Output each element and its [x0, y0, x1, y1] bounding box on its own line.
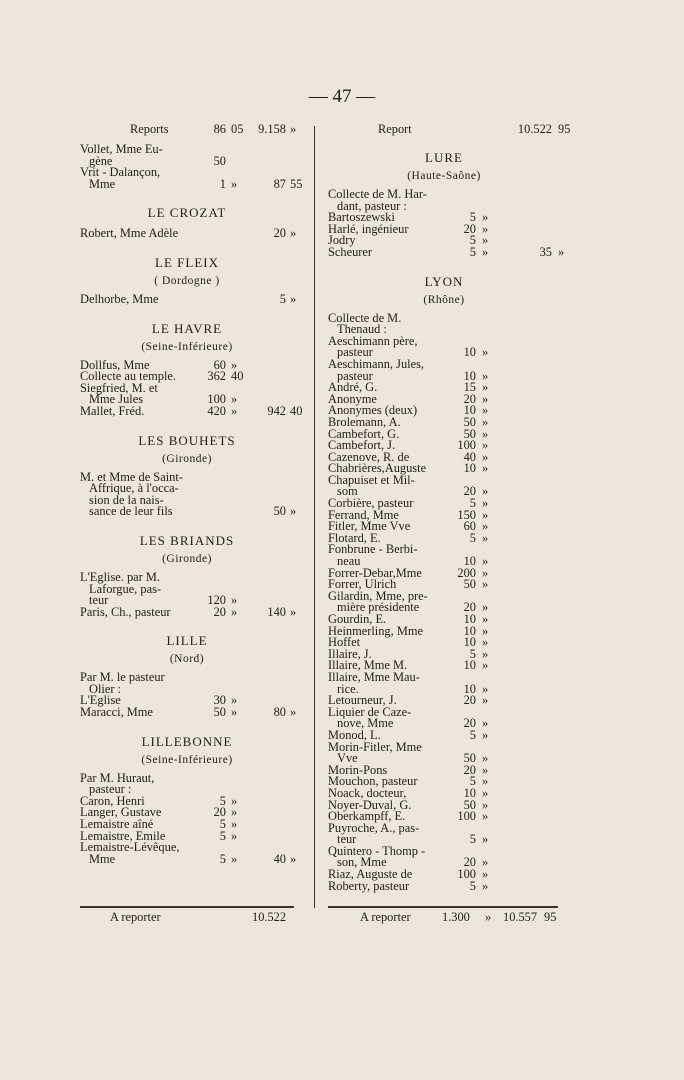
entry-amount-c1: » [482, 797, 489, 812]
entry-name: Collecte de M. [328, 310, 402, 325]
entry-name: Roberty, pasteur [328, 878, 410, 893]
entry-amount-a1: 120 [207, 593, 226, 608]
entry-amount-a1: 30 [213, 693, 226, 708]
entry-amount-c1: » [482, 449, 489, 464]
entry-amount-a1: 100 [457, 438, 476, 453]
section-subtitle: (Seine-Inférieure) [141, 753, 233, 766]
entry-name: Illaire, Mme M. [328, 658, 408, 673]
entry-amount-a1: 100 [457, 809, 476, 824]
entry-amount-c1: » [482, 210, 489, 225]
entry-amount-a1: 5 [469, 832, 476, 847]
entry-name: Noyer-Duval, G. [328, 797, 412, 812]
entry-amount-c1: » [482, 554, 489, 569]
entry-name: Aeschimann, Jules, [328, 356, 425, 371]
entry-name: son, Mme [337, 855, 387, 870]
entry-amount-a2: 5 [279, 291, 286, 306]
right-footer-total-cents: 95 [544, 910, 557, 924]
entry-amount-c1: » [482, 244, 489, 259]
entry-name: Noack, docteur, [328, 785, 407, 800]
entry-name: Lemaistre aîné [80, 817, 154, 832]
entry-amount-c1: » [482, 693, 489, 708]
entry-name: Illaire, J. [328, 646, 372, 661]
column-header-c2: » [290, 122, 297, 136]
entry-amount-a1: 5 [469, 774, 476, 789]
spacer [80, 190, 294, 199]
entry-line [80, 226, 297, 241]
entry-line [80, 504, 297, 519]
entry-name: gène [89, 153, 113, 168]
entry-amount-a2: 87 [273, 176, 286, 191]
entry-amount-c1: » [231, 805, 238, 820]
section-title: LES BRIANDS [139, 532, 235, 548]
entry-amount-a1: 20 [463, 693, 476, 708]
entry-amount-a1: 5 [219, 817, 226, 832]
entry-amount-c2: » [290, 851, 297, 866]
entry-amount-a1: 40 [463, 449, 476, 464]
entry-amount-a1: 10 [463, 785, 476, 800]
entry-line [328, 878, 560, 893]
entry-amount-c1: » [231, 817, 238, 832]
right-footer-total: 10.557 [503, 910, 538, 924]
entry-name: Chapuiset et Mil- [328, 472, 415, 487]
entry-name: Chabrières,Auguste [328, 461, 427, 476]
entry-amount-a1: 5 [219, 793, 226, 808]
entry-name: Cambefort, J. [328, 438, 396, 453]
spacer [328, 139, 560, 144]
entry-amount-a1: 20 [463, 762, 476, 777]
column-divider [314, 126, 315, 908]
entry-amount-a2: 20 [273, 226, 286, 241]
entry-amount-c1: » [482, 519, 489, 534]
entry-name: Monod, L. [328, 727, 381, 742]
entry-amount-a1: 15 [463, 380, 476, 395]
entry-amount-a2: 942 [267, 403, 286, 418]
entry-amount-c1: » [482, 809, 489, 824]
entry-name: Flotard, E. [328, 530, 381, 545]
entry-name: sion de la nais- [89, 492, 164, 507]
entry-amount-a1: 20 [463, 855, 476, 870]
entry-amount-a2: 50 [273, 504, 286, 519]
entry-name: Ferrand, Mme [328, 507, 399, 522]
right-footer-subtotal-cents: » [485, 910, 492, 924]
entry-amount-c1: » [231, 176, 238, 191]
entry-name: L'Eglise [80, 693, 121, 708]
column-header-label: Reports [130, 122, 169, 136]
entry-line [328, 472, 560, 487]
entry-name: dant, pasteur : [337, 198, 407, 213]
entry-line [328, 244, 565, 259]
entry-amount-c1: » [231, 604, 238, 619]
entry-name: Jodry [328, 233, 356, 248]
entry-name: Hoffet [328, 635, 361, 650]
entry-name: Oberkampff, E. [328, 809, 406, 824]
entry-amount-a1: 5 [219, 851, 226, 866]
section-title: LES BOUHETS [138, 432, 236, 448]
entry-line [328, 669, 560, 684]
entry-name: Par M. le pasteur [80, 670, 165, 685]
entry-amount-a1: 20 [213, 604, 226, 619]
entry-line [80, 705, 297, 720]
entry-name: Heinmerling, Mme [328, 623, 423, 638]
entry-amount-a1: 5 [469, 496, 476, 511]
entry-amount-c1: » [482, 530, 489, 545]
column-header-row [328, 119, 571, 139]
entry-line [328, 739, 560, 754]
right-column [328, 119, 571, 901]
entry-name: Illaire, Mme Mau- [328, 669, 420, 684]
spacer [80, 418, 294, 427]
entry-amount-c1: » [482, 867, 489, 882]
entry-line [328, 221, 560, 236]
entry-name: Gilardin, Mme, pre- [328, 588, 428, 603]
entry-name: Gourdin, E. [328, 612, 387, 626]
entry-name: Langer, Gustave [80, 805, 162, 820]
section-subtitle: (Nord) [169, 653, 205, 666]
entry-name: som [337, 484, 358, 499]
entry-amount-c1: » [482, 762, 489, 777]
entry-name: Dollfus, Mme [80, 357, 150, 372]
entry-name: teur [337, 832, 357, 847]
entry-name: mière présidente [337, 600, 420, 615]
entry-name: Mme Jules [89, 392, 144, 407]
entry-name: L'Eglise. par M. [80, 569, 161, 584]
entry-line [328, 820, 560, 835]
section-title: LE HAVRE [151, 320, 223, 336]
entry-amount-c1: » [482, 785, 489, 800]
entry-amount-c2: 40 [290, 403, 303, 418]
entry-amount-a1: 50 [463, 751, 476, 766]
entry-amount-a1: 50 [213, 153, 226, 168]
left-column [80, 119, 303, 874]
section-title: LE CROZAT [147, 205, 227, 221]
entry-amount-a1: 5 [469, 244, 476, 259]
entry-line [80, 291, 297, 306]
entry-name: Cambefort, G. [328, 426, 400, 441]
entry-name: Vrit - Dalançon, [80, 165, 161, 180]
entry-amount-c1: » [482, 507, 489, 522]
entry-amount-c1: » [482, 391, 489, 406]
left-footer-label: A reporter [110, 910, 161, 924]
entry-name: Cazenove, R. de [328, 449, 410, 464]
entry-amount-a2: 40 [273, 851, 286, 866]
entry-amount-c1: » [482, 426, 489, 441]
entry-amount-a2: 140 [267, 604, 286, 619]
section-subtitle: (Gironde) [162, 552, 212, 565]
entry-amount-a1: 10 [463, 612, 476, 626]
entry-name: Scheurer [328, 244, 373, 259]
entry-amount-a1: 10 [463, 554, 476, 569]
entry-amount-c1: » [231, 392, 238, 407]
section-subtitle: (Haute-Saône) [407, 170, 481, 182]
entry-line [80, 581, 294, 596]
entry-name: Riaz, Auguste de [328, 867, 413, 882]
entry-amount-c1: » [231, 705, 238, 720]
entry-name: pasteur [337, 368, 373, 383]
spacer [80, 865, 294, 874]
entry-name: Thenaud : [337, 322, 387, 337]
entry-amount-a1: 420 [207, 403, 226, 418]
entry-amount-a1: 1 [219, 176, 226, 191]
entry-name: sance de leur fils [89, 504, 173, 519]
spacer [80, 618, 294, 627]
right-total-rule [328, 906, 558, 908]
entry-amount-c2: » [290, 705, 297, 720]
entry-line [80, 403, 303, 418]
entry-amount-c1: » [482, 496, 489, 511]
entry-name: Lemaistre-Lévêque, [80, 840, 180, 855]
entry-amount-c2: » [558, 244, 565, 259]
column-header-a2: 10.522 [517, 122, 552, 136]
section-title: LYON [424, 273, 464, 289]
entry-amount-a1: 20 [463, 600, 476, 615]
column-header-c2: 95 [558, 122, 571, 136]
entry-line [80, 851, 297, 866]
right-footer-subtotal: 1.300 [442, 910, 470, 924]
entry-amount-a1: 20 [213, 805, 226, 820]
entry-name: teur [89, 593, 109, 608]
entry-amount-a1: 5 [219, 828, 226, 843]
entry-amount-a1: 5 [469, 727, 476, 742]
entry-line [328, 623, 560, 638]
entry-amount-c1: » [482, 600, 489, 615]
section-title: LILLEBONNE [141, 733, 233, 749]
entry-amount-a1: 10 [463, 635, 476, 650]
entry-amount-c1: » [482, 414, 489, 429]
entry-amount-a1: 5 [469, 878, 476, 893]
entry-name: nove, Mme [337, 716, 394, 731]
entry-name: Robert, Mme Adèle [80, 226, 179, 241]
spacer [80, 240, 294, 249]
entry-amount-a1: 5 [469, 210, 476, 225]
entry-name: Caron, Henri [80, 793, 145, 808]
entry-amount-a1: 150 [457, 507, 476, 522]
page-number: — 47 — [308, 86, 376, 107]
entry-name: Mallet, Fréd. [80, 403, 145, 418]
entry-name: Bartoszewski [328, 210, 395, 225]
entry-amount-c1: » [482, 774, 489, 789]
entry-amount-c1: » [231, 793, 238, 808]
section-title: LILLE [166, 633, 208, 649]
entry-amount-c1: » [482, 727, 489, 742]
entry-amount-c1: » [231, 357, 238, 372]
entry-amount-c1: » [482, 658, 489, 673]
entry-amount-a1: 5 [469, 530, 476, 545]
entry-amount-a1: 50 [463, 426, 476, 441]
section-subtitle: ( Dordogne ) [154, 274, 220, 287]
entry-amount-c1: » [482, 612, 489, 626]
entry-name: Collecte au temple. [80, 369, 176, 384]
entry-amount-a1: 10 [463, 658, 476, 673]
entry-amount-c1: » [231, 828, 238, 843]
entry-amount-a1: 50 [463, 797, 476, 812]
entry-amount-c1: » [482, 832, 489, 847]
entry-name: rice. [337, 681, 359, 696]
entry-amount-a1: 5 [469, 233, 476, 248]
entry-amount-a1: 10 [463, 461, 476, 476]
entry-amount-a1: 20 [463, 391, 476, 406]
entry-amount-c1: » [482, 368, 489, 383]
entry-amount-a1: 10 [463, 368, 476, 383]
entry-amount-a1: 10 [463, 345, 476, 360]
entry-name: Vve [337, 751, 358, 766]
entry-name: Siegfried, M. et [80, 380, 158, 395]
entry-amount-c1: » [482, 565, 489, 580]
entry-name: Collecte de M. Har- [328, 187, 427, 201]
entry-name: Vollet, Mme Eu- [80, 142, 163, 156]
column-header-row [80, 119, 297, 139]
entry-amount-c1: » [482, 380, 489, 395]
section-subtitle: (Seine-Inférieure) [141, 340, 233, 353]
section-subtitle: (Rhône) [423, 293, 465, 306]
entry-name: Maracci, Mme [80, 705, 153, 720]
entry-amount-a1: 60 [213, 357, 226, 372]
spacer [80, 719, 294, 728]
entry-name: Harlé, ingénieur [328, 221, 409, 236]
entry-amount-c1: » [482, 577, 489, 592]
entry-name: Forrer-Debar,Mme [328, 565, 422, 580]
entry-amount-a1: 20 [463, 221, 476, 236]
entry-amount-a1: 100 [207, 392, 226, 407]
entry-name: pasteur : [89, 782, 132, 797]
entry-name: Morin-Pons [328, 762, 388, 777]
entry-amount-c1: » [482, 484, 489, 499]
spacer [328, 892, 560, 901]
spacer [80, 518, 294, 527]
entry-amount-c1: » [482, 403, 489, 418]
entry-amount-c1: 40 [231, 369, 244, 384]
entry-name: Anonyme [328, 391, 377, 406]
entry-amount-c1: » [482, 751, 489, 766]
entry-amount-c1: » [482, 221, 489, 236]
entry-line [80, 604, 297, 619]
entry-name: Morin-Fitler, Mme [328, 739, 422, 754]
entry-amount-a1: 20 [463, 484, 476, 499]
entry-amount-a1: 200 [457, 565, 476, 580]
entry-name: Mouchon, pasteur [328, 774, 418, 789]
entry-name: Corbière, pasteur [328, 496, 414, 511]
entry-amount-c2: » [290, 226, 297, 241]
entry-amount-c1: » [231, 403, 238, 418]
entry-amount-c1: » [482, 646, 489, 661]
entry-amount-a2: 35 [539, 244, 552, 259]
entry-amount-a1: 50 [463, 577, 476, 592]
entry-amount-c2: » [290, 604, 297, 619]
entry-amount-a1: 5 [469, 646, 476, 661]
entry-amount-a2: 80 [273, 705, 286, 720]
entry-amount-a1: 10 [463, 681, 476, 696]
entry-line [80, 144, 294, 156]
entry-name: Fonbrune - Berbi- [328, 542, 418, 557]
entry-amount-a1: 100 [457, 867, 476, 882]
entry-amount-a1: 50 [213, 705, 226, 720]
entry-amount-c2: 55 [290, 176, 303, 191]
entry-name: Letourneur, J. [328, 693, 397, 708]
entry-amount-c1: » [482, 345, 489, 360]
entry-amount-c1: » [482, 855, 489, 870]
entry-amount-c2: » [290, 291, 297, 306]
entry-amount-c1: » [482, 716, 489, 731]
left-total-rule [80, 906, 294, 908]
entry-amount-c1: » [231, 593, 238, 608]
entry-amount-c1: » [482, 438, 489, 453]
entry-name: Puyroche, A., pas- [328, 820, 420, 835]
entry-name: Mme [89, 851, 116, 866]
entry-amount-a1: 20 [463, 716, 476, 731]
spacer [80, 306, 294, 315]
entry-amount-c2: » [290, 504, 297, 519]
entry-amount-a1: 50 [463, 414, 476, 429]
column-header-label: Report [378, 122, 412, 136]
entry-name: Liquier de Caze- [328, 704, 412, 719]
entry-name: Anonymes (deux) [328, 403, 418, 418]
entry-name: Fitler, Mme Vve [328, 519, 411, 534]
entry-amount-c1: » [482, 233, 489, 248]
entry-name: Paris, Ch., pasteur [80, 604, 171, 619]
entry-name: Quintero - Thomp - [328, 843, 426, 858]
column-header-a2: 9.158 [258, 122, 286, 136]
entry-amount-a1: 362 [207, 369, 226, 384]
entry-amount-a1: 60 [463, 519, 476, 534]
entry-line [328, 544, 560, 556]
entry-name: Lemaistre, Emile [80, 828, 166, 843]
section-title: LE FLEIX [155, 254, 219, 270]
entry-name: M. et Mme de Saint- [80, 469, 183, 484]
entry-name: Mme [89, 176, 116, 191]
entry-name: Aeschimann père, [328, 333, 418, 348]
entry-amount-c1: » [231, 693, 238, 708]
entry-amount-c1: » [482, 681, 489, 696]
entry-name: Laforgue, pas- [89, 581, 162, 596]
left-footer-total: 10.522 [252, 910, 287, 924]
entry-amount-c1: » [231, 851, 238, 866]
spacer [328, 259, 560, 268]
right-footer-label: A reporter [360, 910, 411, 924]
entry-amount-c1: » [482, 461, 489, 476]
entry-amount-c1: » [482, 623, 489, 638]
entry-name: pasteur [337, 345, 373, 360]
section-subtitle: (Gironde) [162, 452, 212, 465]
entry-amount-a1: 10 [463, 403, 476, 418]
column-header-a1: 86 [213, 122, 226, 136]
entry-amount-c1: » [482, 635, 489, 650]
column-header-c1: 05 [231, 122, 244, 136]
entry-name: Affrique, à l'occa- [89, 481, 179, 496]
entry-amount-c1: » [482, 878, 489, 893]
entry-name: neau [337, 554, 361, 569]
entry-name: André, G. [328, 380, 378, 395]
entry-name: Par M. Huraut, [80, 770, 155, 785]
entry-name: Forrer, Ulrich [328, 577, 397, 592]
entry-name: Delhorbe, Mme [80, 291, 159, 306]
section-title: LURE [425, 150, 463, 165]
entry-line [80, 176, 303, 191]
entry-name: Olier : [89, 681, 121, 696]
entry-name: Brolemann, A. [328, 414, 401, 429]
entry-amount-a1: 10 [463, 623, 476, 638]
